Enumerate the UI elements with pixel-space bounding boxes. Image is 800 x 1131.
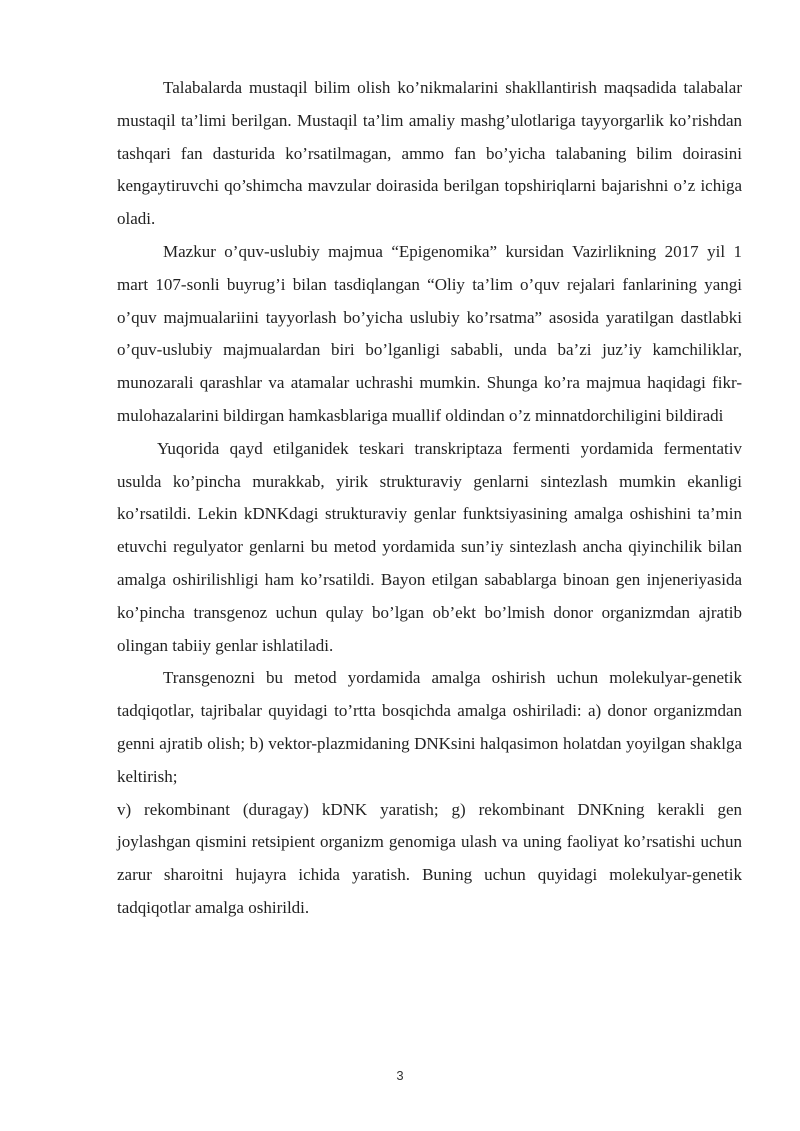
paragraph-recombinant-dna: v) rekombinant (duragay) kDNK yaratish; g) rekombinant DNKning kerakli gen joylashgan qismini retsipient organizm genomiga ulash va uning faoliyat ko’rsatishi uchun zarur sharoitni hujayra ichida yaratish. Buning uchun quyidagi molekulyar-genetik tadqiqotlar amalga oshirildi.	[117, 799, 742, 917]
paragraph-methodical-complex: Mazkur o’quv-uslubiy majmua “Epigenomika” kursidan Vazirlikning 2017 yil 1 mart 107-sonli buyrug’i bilan tasdiqlangan “Oliy ta’lim o’quv rejalari fanlarining yangi o’quv majmualariini tayyorlash bo’yicha uslubiy ko’rsatma” asosida yaratilgan dastlabki o’quv-uslubiy majmualardan biri bo’lganligi sababli, unda ba’zi juz’iy kamchiliklar, munozarali qarashlar va atamalar uchrashi mumkin. Shunga ko’ra majmua haqidagi fikr-mulohazalarini bildirgan hamkasblariga muallif oldindan o’z minnatdorchiligini bildiradi	[117, 241, 742, 425]
paragraph-reverse-transcriptase: Yuqorida qayd etilganidek teskari transkriptaza fermenti yordamida fermentativ usulda ko’pincha murakkab, yirik strukturaviy genlarni sintezlash mumkin ekanligi ko’rsatildi. Lekin kDNKdagi strukturaviy genlar funktsiyasining amalga oshishini ta’min etuvchi regulyator genlarni bu metod yordamida sun’iy sintezlash ancha qiyinchilik bilan amalga oshirilishligi ham ko’rsatildi. Bayon etilgan sabablarga binoan gen injeneriyasida ko’pincha transgenoz uchun qulay bo’lgan ob’ekt bo’lmish donor organizmdan ajratib olingan tabiiy genlar ishlatiladi.	[117, 438, 742, 655]
paragraph-transgenosis-stages: Transgenozni bu metod yordamida amalga oshirish uchun molekulyar-genetik tadqiqotlar, tajribalar quyidagi to’rtta bosqichda amalga oshiriladi: a) donor organizmdan genni ajratib olish; b) vektor-plazmidaning DNKsini halqasimon holatdan yoyilgan shaklga keltirish;	[117, 668, 742, 786]
page-number: 3	[396, 1068, 404, 1083]
paragraph-independent-study: Talabalarda mustaqil bilim olish ko’nikmalarini shakllantirish maqsadida talabalar mustaqil ta’limi berilgan. Mustaqil ta’lim amaliy mashg’ulotlariga tayyorgarlik ko’rishdan tashqari fan dasturida ko’rsatilmagan, ammo fan bo’yicha talabaning bilim doirasini kengaytiruvchi qo’shimcha mavzular doirasida berilgan topshiriqlarni bajarishni o’z ichiga oladi.	[117, 78, 742, 229]
page-body	[117, 72, 742, 925]
